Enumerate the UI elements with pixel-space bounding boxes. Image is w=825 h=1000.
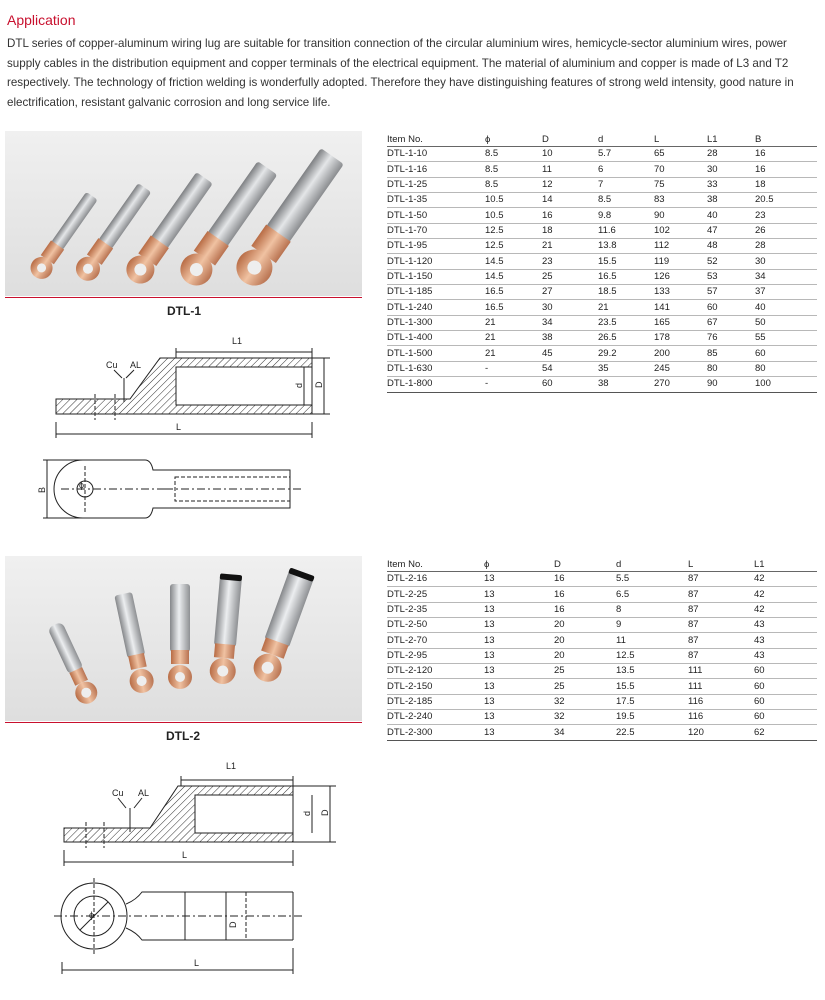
dtl2-top-drawing — [50, 878, 310, 978]
table-cell: 20 — [554, 633, 616, 648]
table-cell: 87 — [688, 618, 754, 633]
table-cell: DTL-1-16 — [387, 162, 485, 177]
table-cell: 40 — [755, 300, 817, 315]
table-row — [387, 361, 817, 376]
table-cell: 60 — [755, 346, 817, 361]
table-row — [387, 300, 817, 315]
table-cell: 87 — [688, 602, 754, 617]
table-cell: DTL-1-95 — [387, 239, 485, 254]
table-cell: 16 — [554, 602, 616, 617]
table-cell: 30 — [707, 162, 755, 177]
table-row — [387, 648, 817, 663]
table-cell: 12.5 — [485, 223, 542, 238]
table-cell: 80 — [755, 361, 817, 376]
table-cell: 70 — [654, 162, 707, 177]
table-cell: 20.5 — [755, 193, 817, 208]
table-cell: 165 — [654, 315, 707, 330]
table-cell: DTL-2-25 — [387, 587, 484, 602]
table-row — [387, 346, 817, 361]
table-cell: 38 — [707, 193, 755, 208]
table-cell: - — [485, 361, 542, 376]
dtl1-col-header: L1 — [707, 132, 755, 147]
table-cell: 21 — [485, 331, 542, 346]
dtl2-phi-label: ϕ — [89, 910, 95, 920]
table-cell: 8.5 — [485, 162, 542, 177]
table-cell: 10 — [542, 147, 598, 162]
table-cell: 87 — [688, 572, 754, 587]
table-cell: 75 — [654, 177, 707, 192]
table-cell: 245 — [654, 361, 707, 376]
table-cell: DTL-1-50 — [387, 208, 485, 223]
table-cell: 42 — [754, 602, 817, 617]
table-cell: 6 — [598, 162, 654, 177]
table-cell: 126 — [654, 269, 707, 284]
table-cell: 47 — [707, 223, 755, 238]
table-row — [387, 602, 817, 617]
table-cell: 133 — [654, 285, 707, 300]
table-row — [387, 269, 817, 284]
table-cell: 27 — [542, 285, 598, 300]
table-cell: 43 — [754, 618, 817, 633]
table-cell: 14 — [542, 193, 598, 208]
table-cell: 11 — [542, 162, 598, 177]
table-cell: DTL-2-95 — [387, 648, 484, 663]
table-cell: 90 — [707, 377, 755, 392]
table-cell: DTL-2-300 — [387, 725, 484, 740]
table-cell: DTL-1-400 — [387, 331, 485, 346]
table-cell: 87 — [688, 648, 754, 663]
dtl2-l-label-top: L — [194, 958, 200, 968]
table-cell: 13 — [484, 648, 554, 663]
table-cell: 87 — [688, 633, 754, 648]
table-cell: 54 — [542, 361, 598, 376]
table-cell: DTL-1-150 — [387, 269, 485, 284]
table-cell: 18.5 — [598, 285, 654, 300]
table-cell: 17.5 — [616, 694, 688, 709]
table-cell: 21 — [542, 239, 598, 254]
table-cell: 23 — [542, 254, 598, 269]
table-cell: 16 — [755, 147, 817, 162]
dtl2-col-header: L1 — [754, 557, 817, 572]
page-title: Application — [7, 12, 76, 28]
table-row — [387, 725, 817, 740]
table-cell: 21 — [485, 346, 542, 361]
dtl1-col-header: ϕ — [485, 132, 542, 147]
table-cell: DTL-1-10 — [387, 147, 485, 162]
table-cell: 42 — [754, 572, 817, 587]
table-row — [387, 377, 817, 392]
table-cell: 16.5 — [598, 269, 654, 284]
table-cell: 10.5 — [485, 208, 542, 223]
table-cell: 8.5 — [485, 147, 542, 162]
intro-paragraph: DTL series of copper-aluminum wiring lug are suitable for transition connection of the circular aluminium wires, hemicycle-sector aluminium wires, power supply cables in the distribution equipment and copper terminals of the electrical equipment. The material of aluminium and copper is made of L3 and T2 respectively. The technology of friction welding is wonderfully adopted. Therefore they have distinguishing features of strong weld intensity, good nature in electrification, resistant galvanic corrosion and long service life. — [7, 37, 794, 109]
table-cell: 48 — [707, 239, 755, 254]
dtl1-photo-image — [5, 131, 362, 296]
table-cell: 35 — [598, 361, 654, 376]
table-cell: 8.5 — [485, 177, 542, 192]
table-row — [387, 177, 817, 192]
table-cell: 87 — [688, 587, 754, 602]
table-row — [387, 710, 817, 725]
table-cell: 200 — [654, 346, 707, 361]
table-cell: 85 — [707, 346, 755, 361]
table-cell: 50 — [755, 315, 817, 330]
table-cell: 43 — [754, 633, 817, 648]
table-cell: 62 — [754, 725, 817, 740]
table-cell: 80 — [707, 361, 755, 376]
table-cell: 32 — [554, 710, 616, 725]
table-cell: 8 — [616, 602, 688, 617]
table-cell: 29.2 — [598, 346, 654, 361]
table-cell: 21 — [485, 315, 542, 330]
table-cell: DTL-1-25 — [387, 177, 485, 192]
table-cell: 60 — [754, 664, 817, 679]
dtl1-l-label: L — [176, 422, 182, 432]
table-cell: 28 — [707, 147, 755, 162]
table-cell: DTL-1-120 — [387, 254, 485, 269]
table-cell: 90 — [654, 208, 707, 223]
table-cell: 23.5 — [598, 315, 654, 330]
table-cell: 38 — [598, 377, 654, 392]
dtl1-spec-table — [387, 132, 817, 393]
table-cell: 13 — [484, 602, 554, 617]
dtl2-al-label: AL — [138, 788, 150, 798]
table-cell: 116 — [688, 710, 754, 725]
table-cell: 13 — [484, 710, 554, 725]
table-cell: DTL-1-240 — [387, 300, 485, 315]
table-cell: 13 — [484, 664, 554, 679]
table-row — [387, 618, 817, 633]
table-row — [387, 193, 817, 208]
table-cell: 60 — [542, 377, 598, 392]
dtl1-header-row — [387, 132, 817, 147]
table-cell: 22.5 — [616, 725, 688, 740]
table-cell: 26.5 — [598, 331, 654, 346]
dtl2-col-header: D — [554, 557, 616, 572]
dtl2-col-header: L — [688, 557, 754, 572]
dtl1-top-drawing — [35, 452, 305, 532]
dtl2-divider — [5, 722, 362, 723]
table-cell: 57 — [707, 285, 755, 300]
table-cell: 32 — [554, 694, 616, 709]
table-cell: 11 — [616, 633, 688, 648]
table-row — [387, 664, 817, 679]
dtl1-col-header: Item No. — [387, 132, 485, 147]
table-cell: 23 — [755, 208, 817, 223]
table-cell: 26 — [755, 223, 817, 238]
table-row — [387, 147, 817, 162]
table-cell: 14.5 — [485, 269, 542, 284]
table-row — [387, 315, 817, 330]
table-cell: 13 — [484, 679, 554, 694]
table-cell: 60 — [754, 694, 817, 709]
table-cell: DTL-1-300 — [387, 315, 485, 330]
dtl2-dinner-label: D — [228, 921, 238, 928]
dtl2-l1-label: L1 — [226, 761, 237, 771]
table-cell: 12 — [542, 177, 598, 192]
table-cell: DTL-2-120 — [387, 664, 484, 679]
table-row — [387, 285, 817, 300]
table-cell: 270 — [654, 377, 707, 392]
dtl1-cu-label: Cu — [106, 360, 118, 370]
table-cell: 14.5 — [485, 254, 542, 269]
table-cell: 45 — [542, 346, 598, 361]
table-cell: 13 — [484, 725, 554, 740]
table-row — [387, 633, 817, 648]
dtl1-table-body — [387, 147, 817, 393]
table-cell: 15.5 — [598, 254, 654, 269]
table-cell: 60 — [707, 300, 755, 315]
table-cell: 60 — [754, 710, 817, 725]
table-cell: 6.5 — [616, 587, 688, 602]
table-cell: 52 — [707, 254, 755, 269]
dtl2-cu-label: Cu — [112, 788, 124, 798]
table-cell: 5.7 — [598, 147, 654, 162]
table-cell: 5.5 — [616, 572, 688, 587]
table-cell: DTL-1-185 — [387, 285, 485, 300]
table-row — [387, 208, 817, 223]
table-cell: 53 — [707, 269, 755, 284]
table-row — [387, 694, 817, 709]
dtl2-photo-image — [5, 556, 362, 721]
table-cell: 25 — [554, 679, 616, 694]
table-cell: 141 — [654, 300, 707, 315]
table-cell: 20 — [554, 618, 616, 633]
dtl2-table-body — [387, 572, 817, 741]
table-cell: 76 — [707, 331, 755, 346]
table-cell: 21 — [598, 300, 654, 315]
table-cell: 65 — [654, 147, 707, 162]
table-cell: 30 — [755, 254, 817, 269]
table-cell: 116 — [688, 694, 754, 709]
dtl2-dbig-label: D — [320, 809, 330, 816]
dtl2-d-label: d — [302, 810, 312, 816]
dtl2-spec-table — [387, 557, 817, 741]
dtl2-col-header: Item No. — [387, 557, 484, 572]
table-cell: 16.5 — [485, 285, 542, 300]
table-cell: 18 — [755, 177, 817, 192]
table-cell: DTL-1-500 — [387, 346, 485, 361]
table-row — [387, 254, 817, 269]
table-cell: - — [485, 377, 542, 392]
table-cell: 100 — [755, 377, 817, 392]
table-cell: 120 — [688, 725, 754, 740]
table-cell: 13 — [484, 572, 554, 587]
table-row — [387, 162, 817, 177]
dtl1-col-header: L — [654, 132, 707, 147]
dtl2-side-drawing — [50, 758, 350, 870]
table-cell: 19.5 — [616, 710, 688, 725]
dtl1-caption: DTL-1 — [167, 304, 201, 318]
table-cell: 12.5 — [616, 648, 688, 663]
table-cell: 111 — [688, 664, 754, 679]
table-cell: 42 — [754, 587, 817, 602]
table-cell: 178 — [654, 331, 707, 346]
table-cell: 18 — [542, 223, 598, 238]
table-cell: 34 — [755, 269, 817, 284]
table-cell: 25 — [542, 269, 598, 284]
table-cell: 119 — [654, 254, 707, 269]
table-cell: 20 — [554, 648, 616, 663]
table-cell: 34 — [542, 315, 598, 330]
table-cell: DTL-2-150 — [387, 679, 484, 694]
table-cell: DTL-2-50 — [387, 618, 484, 633]
dtl1-dbig-label: D — [314, 381, 324, 388]
table-cell: 16 — [554, 587, 616, 602]
dtl1-col-header: D — [542, 132, 598, 147]
table-cell: 16 — [542, 208, 598, 223]
table-cell: 33 — [707, 177, 755, 192]
table-cell: 9 — [616, 618, 688, 633]
dtl1-photo — [5, 131, 362, 296]
table-cell: 30 — [542, 300, 598, 315]
dtl1-col-header: d — [598, 132, 654, 147]
table-cell: DTL-1-630 — [387, 361, 485, 376]
dtl1-phi-label: ϕ — [79, 480, 85, 490]
table-cell: 16 — [554, 572, 616, 587]
dtl2-col-header: d — [616, 557, 688, 572]
dtl2-caption: DTL-2 — [166, 729, 200, 743]
table-cell: 13.5 — [616, 664, 688, 679]
dtl1-al-label: AL — [130, 360, 142, 370]
table-cell: 13 — [484, 633, 554, 648]
dtl1-col-header: B — [755, 132, 817, 147]
table-cell: 102 — [654, 223, 707, 238]
table-cell: 15.5 — [616, 679, 688, 694]
table-cell: 12.5 — [485, 239, 542, 254]
dtl2-header-row — [387, 557, 817, 572]
dtl1-side-drawing — [40, 330, 340, 442]
table-cell: 13.8 — [598, 239, 654, 254]
table-cell: DTL-2-16 — [387, 572, 484, 587]
table-cell: 25 — [554, 664, 616, 679]
table-cell: 37 — [755, 285, 817, 300]
table-cell: DTL-2-35 — [387, 602, 484, 617]
table-cell: 112 — [654, 239, 707, 254]
table-cell: 60 — [754, 679, 817, 694]
table-cell: DTL-2-70 — [387, 633, 484, 648]
table-cell: DTL-1-35 — [387, 193, 485, 208]
table-cell: 8.5 — [598, 193, 654, 208]
table-cell: 7 — [598, 177, 654, 192]
table-cell: 13 — [484, 618, 554, 633]
table-cell: 13 — [484, 587, 554, 602]
table-row — [387, 239, 817, 254]
table-cell: 16.5 — [485, 300, 542, 315]
table-cell: 28 — [755, 239, 817, 254]
table-cell: 10.5 — [485, 193, 542, 208]
dtl2-photo — [5, 556, 362, 721]
table-cell: 13 — [484, 694, 554, 709]
table-row — [387, 679, 817, 694]
table-cell: 34 — [554, 725, 616, 740]
table-cell: DTL-1-70 — [387, 223, 485, 238]
table-cell: 43 — [754, 648, 817, 663]
table-cell: 40 — [707, 208, 755, 223]
dtl2-col-header: ϕ — [484, 557, 554, 572]
table-cell: 9.8 — [598, 208, 654, 223]
table-row — [387, 572, 817, 587]
table-cell: DTL-2-185 — [387, 694, 484, 709]
table-row — [387, 223, 817, 238]
table-row — [387, 587, 817, 602]
dtl1-b-label: B — [37, 486, 47, 493]
table-cell: 111 — [688, 679, 754, 694]
table-row — [387, 331, 817, 346]
dtl1-divider — [5, 297, 362, 298]
dtl1-d-label: d — [294, 382, 304, 388]
table-cell: 38 — [542, 331, 598, 346]
table-cell: DTL-1-800 — [387, 377, 485, 392]
table-cell: DTL-2-240 — [387, 710, 484, 725]
table-cell: 55 — [755, 331, 817, 346]
table-cell: 67 — [707, 315, 755, 330]
table-cell: 83 — [654, 193, 707, 208]
table-cell: 16 — [755, 162, 817, 177]
dtl2-l-label: L — [182, 850, 188, 860]
table-cell: 11.6 — [598, 223, 654, 238]
dtl1-l1-label: L1 — [232, 336, 243, 346]
